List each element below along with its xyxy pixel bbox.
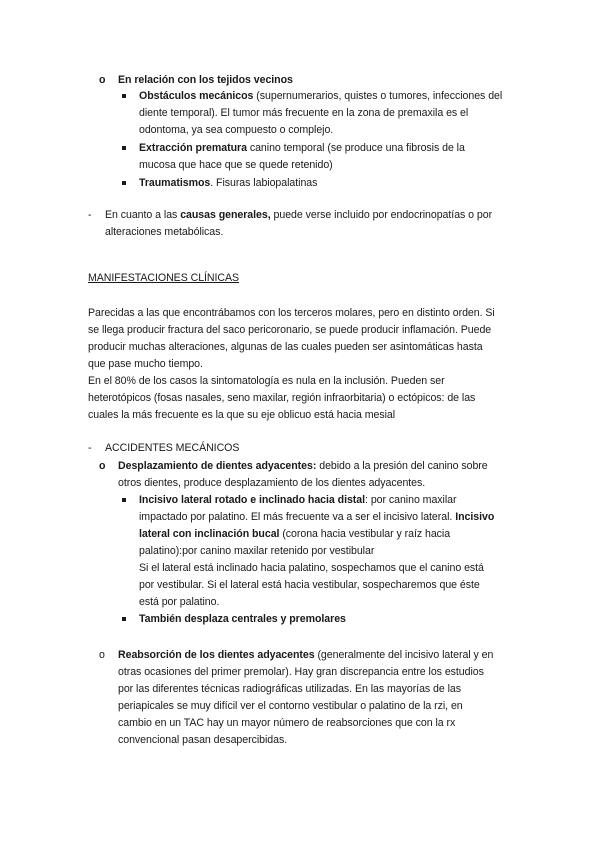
item-traumatismos: Traumatismos. Fisuras labiopalatinas — [139, 177, 318, 189]
incisivo-line5: Si el lateral está inclinado hacia palatino, sospechamos que el canino está — [139, 562, 484, 574]
manif-para2-line2: heterotópicos (fosas nasales, seno maxilar, región infraorbitaria) o ectópicos: de las — [88, 392, 476, 404]
section-heading-tejidos: En relación con los tejidos vecinos — [118, 74, 293, 86]
circle-bullet: o — [99, 460, 106, 472]
manif-para2-line1: En el 80% de los casos la sintomatología es nula en la inclusión. Pueden ser — [88, 375, 445, 387]
reabsorcion-line1: Reabsorción de los dientes adyacentes (generalmente del incisivo lateral y en — [118, 649, 494, 661]
dash-bullet: - — [88, 209, 92, 221]
desplazamiento-line2: otros dientes, produce desplazamiento de los dientes adyacentes. — [118, 477, 426, 489]
manif-para1-line3: producir muchas alteraciones, algunas de las cuales pueden ser asintomáticas hasta — [88, 341, 483, 353]
item-extraccion-line1: Extracción prematura canino temporal (se produce una fibrosis de la — [139, 142, 465, 154]
incisivo-line3: lateral con inclinación bucal (corona hacia vestibular y raíz hacia — [139, 528, 451, 540]
incisivo-line4: palatino):por canino maxilar retenido por vestibular — [139, 545, 375, 557]
general-causes-line1: En cuanto a las causas generales, puede verse incluido por endocrinopatías o por — [105, 209, 493, 221]
desplazamiento-line1: Desplazamiento de dientes adyacentes: debido a la presión del canino sobre — [118, 460, 488, 472]
manif-para1-line1: Parecidas a las que encontrábamos con los terceros molares, pero en distinto orden. Si — [88, 307, 495, 319]
tambien-desplaza: También desplaza centrales y premolares — [139, 613, 346, 625]
manif-para2-line3: cuales la más frecuente es la que su eje oblicuo está hacia mesial — [88, 409, 396, 421]
item-extraccion-line2: mucosa que hace que se quede retenido) — [139, 159, 333, 171]
reabsorcion-line6: convencional pasan desapercibidas. — [118, 734, 288, 746]
item-obstaculos-line2: diente temporal). El tumor más frecuente en la zona de premaxila es el — [139, 107, 469, 119]
square-bullet — [122, 146, 126, 150]
circle-bullet: o — [99, 74, 106, 86]
incisivo-line2: impactado por palatino. El más frecuente va a ser el incisivo lateral. Incisivo — [139, 511, 495, 523]
reabsorcion-line5: cambio en un TAC hay un mayor número de reabsorciones que con la rx — [118, 717, 456, 729]
accidentes-title: ACCIDENTES MECÁNICOS — [105, 442, 240, 454]
item-obstaculos-line3: odontoma, ya sea compuesto o complejo. — [139, 124, 334, 136]
item-obstaculos-line1: Obstáculos mecánicos (supernumerarios, quistes o tumores, infecciones del — [139, 90, 503, 102]
square-bullet — [122, 181, 126, 185]
reabsorcion-line2: otras ocasiones del primer premolar). Hay gran discrepancia entre los estudios — [118, 666, 484, 678]
manif-para1-line2: se llega producir fractura del saco pericoronario, se puede producir inflamación. Puede — [88, 324, 492, 336]
circle-bullet: o — [99, 649, 105, 661]
incisivo-line6: por vestibular. Si el lateral está hacia vestibular, sospecharemos que éste — [139, 579, 480, 591]
incisivo-line1: Incisivo lateral rotado e inclinado hacia distal: por canino maxilar — [139, 494, 457, 506]
reabsorcion-line3: por las diferentes técnicas radiográficas utilizadas. En las mayorías de las — [118, 683, 462, 695]
manifestaciones-title: MANIFESTACIONES CLÍNICAS — [88, 272, 240, 284]
manif-para1-line4: que pase mucho tiempo. — [88, 358, 203, 370]
incisivo-line7: está por palatino. — [139, 596, 220, 608]
reabsorcion-line4: periapicales se muy difícil ver el contorno vestibular o palatino de la rzi, en — [118, 700, 463, 712]
square-bullet — [122, 498, 126, 502]
dash-bullet: - — [88, 442, 92, 454]
square-bullet — [122, 94, 126, 98]
square-bullet — [122, 617, 126, 621]
general-causes-line2: alteraciones metabólicas. — [105, 226, 224, 238]
